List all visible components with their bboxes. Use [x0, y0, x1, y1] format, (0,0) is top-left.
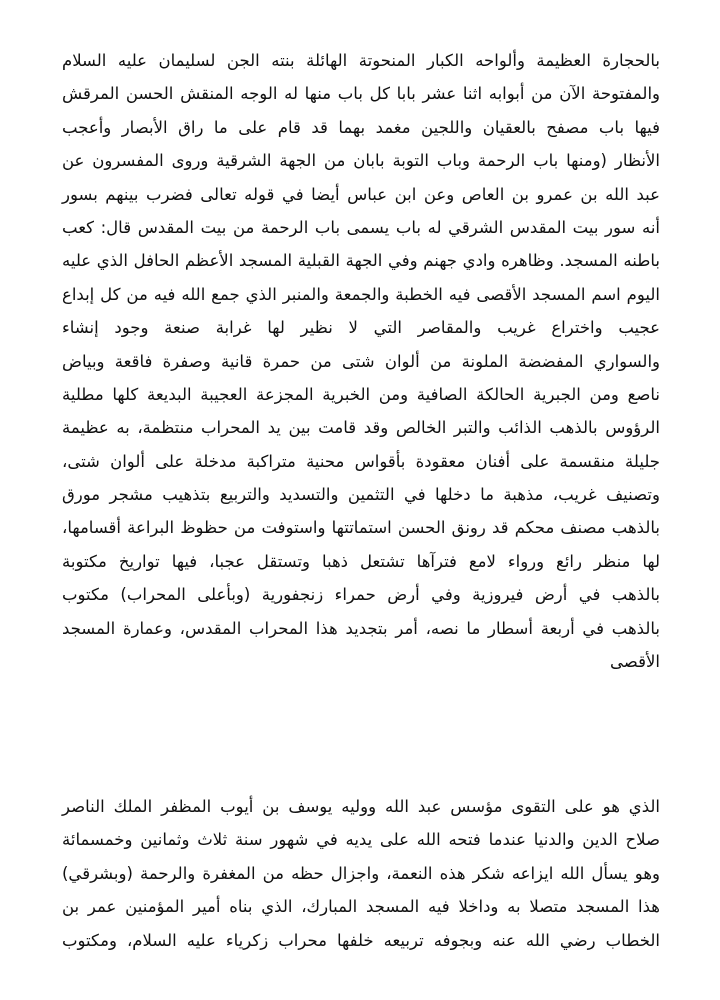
text-line: الأنظار (ومنها باب الرحمة وباب التوبة بابان من الجهة الشرقية وروى المفسرون عن — [62, 151, 660, 171]
text-line: والمفتوحة الآن من أبوابه اثنا عشر بابا كل باب منها له الوجه المنقش الحسن المرقش — [62, 84, 660, 104]
text-line: الأقصى — [610, 652, 660, 672]
paragraph-1 — [62, 44, 660, 678]
text-line: هذا المسجد متصلا به وداخلا فيه المسجد المبارك، الذي بناه أمير المؤمنين عمر بن — [62, 897, 660, 917]
text-line: أنه سور بيت المقدس الشرقي له باب يسمى باب الرحمة من بيت المقدس قال: كعب — [62, 217, 660, 237]
text-line: وتصنيف غريب، مذهبة ما دخلها في التثمين والتسديد والتربيع بتذهيب مشجر مورق — [62, 485, 660, 505]
text-line: باطنه المسجد. وظاهره وادي جهنم وفي الجهة القبلية المسجد الأعظم الحافل الذي عليه — [62, 251, 660, 271]
text-line: اليوم اسم المسجد الأقصى فيه الخطبة والجمعة والمنبر الذي جمع الله فيه من كل إبداع — [62, 284, 660, 304]
text-line: بالذهب مصنف محكم قد رونق الحسن استماتتها واستوفت من حظوظ البراعة أقسامها، — [62, 518, 660, 538]
text-line: فيها باب مصفح بالعقيان واللجين مغمد بهما قد قام على ما راق الأبصار وأعجب — [62, 117, 660, 137]
text-line: عبد الله بن عمرو بن العاص وعن ابن عباس أيضا في قوله تعالى فضرب بينهم بسور — [62, 184, 660, 204]
text-line: والسواري المفضضة الملونة من ألوان شتى من حمرة قانية وصفرة فاقعة وبياض — [62, 351, 660, 371]
text-line: لها منظر رائع ورواء لامع فترآها تشتعل ذهبا وتستقل عجبا، فيها تواريخ مكتوبة — [62, 551, 660, 571]
text-line: الذي هو على التقوى مؤسس عبد الله ووليه يوسف بن أيوب المظفر الملك الناصر — [62, 797, 660, 816]
text-line: بالذهب في أرض فيروزية وفي أرض حمراء زنجفورية (وبأعلى المحراب) مكتوب — [62, 585, 660, 605]
text-line: جليلة منقسمة على أفنان معقودة بأقواس محنية متراكبة مدخلة على ألوان شتى، — [62, 451, 660, 471]
text-line: ناصع ومن الجبرية الحالكة الصافية ومن الخبرية المجزعة العجيبة البديعة كلها مطلية — [62, 384, 660, 404]
text-line: بالحجارة العظيمة وألواحه الكبار المنحوتة الهائلة بنته الجن لسليمان عليه السلام — [62, 51, 660, 70]
text-line: عجيب واختراع غريب والمقاصر التي لا نظير لها غرابة صنعة وجود إنشاء — [62, 318, 660, 338]
text-line: الخطاب رضي الله عنه وبجوفه تربيعه خلفها محراب زكرياء عليه السلام، ومكتوب — [62, 930, 660, 950]
text-line: وهو يسأل الله ايزاعه شكر هذه النعمة، واجزال حظه من المغفرة والرحمة (وبشرقي) — [62, 863, 660, 883]
text-line: صلاح الدين والدنيا عندما فتحه الله على يديه في شهور سنة ثلاث وثمانين وخمسمائة — [62, 830, 660, 850]
paragraph-2 — [62, 790, 660, 957]
text-line: الرؤوس بالذهب الذائب والتبر الخالص وقد قامت بين يد المحراب منتظمة، به عظيمة — [62, 418, 660, 438]
text-line: بالذهب في أربعة أسطار ما نصه، أمر بتجديد هذا المحراب المقدس، وعمارة المسجد — [62, 618, 660, 638]
